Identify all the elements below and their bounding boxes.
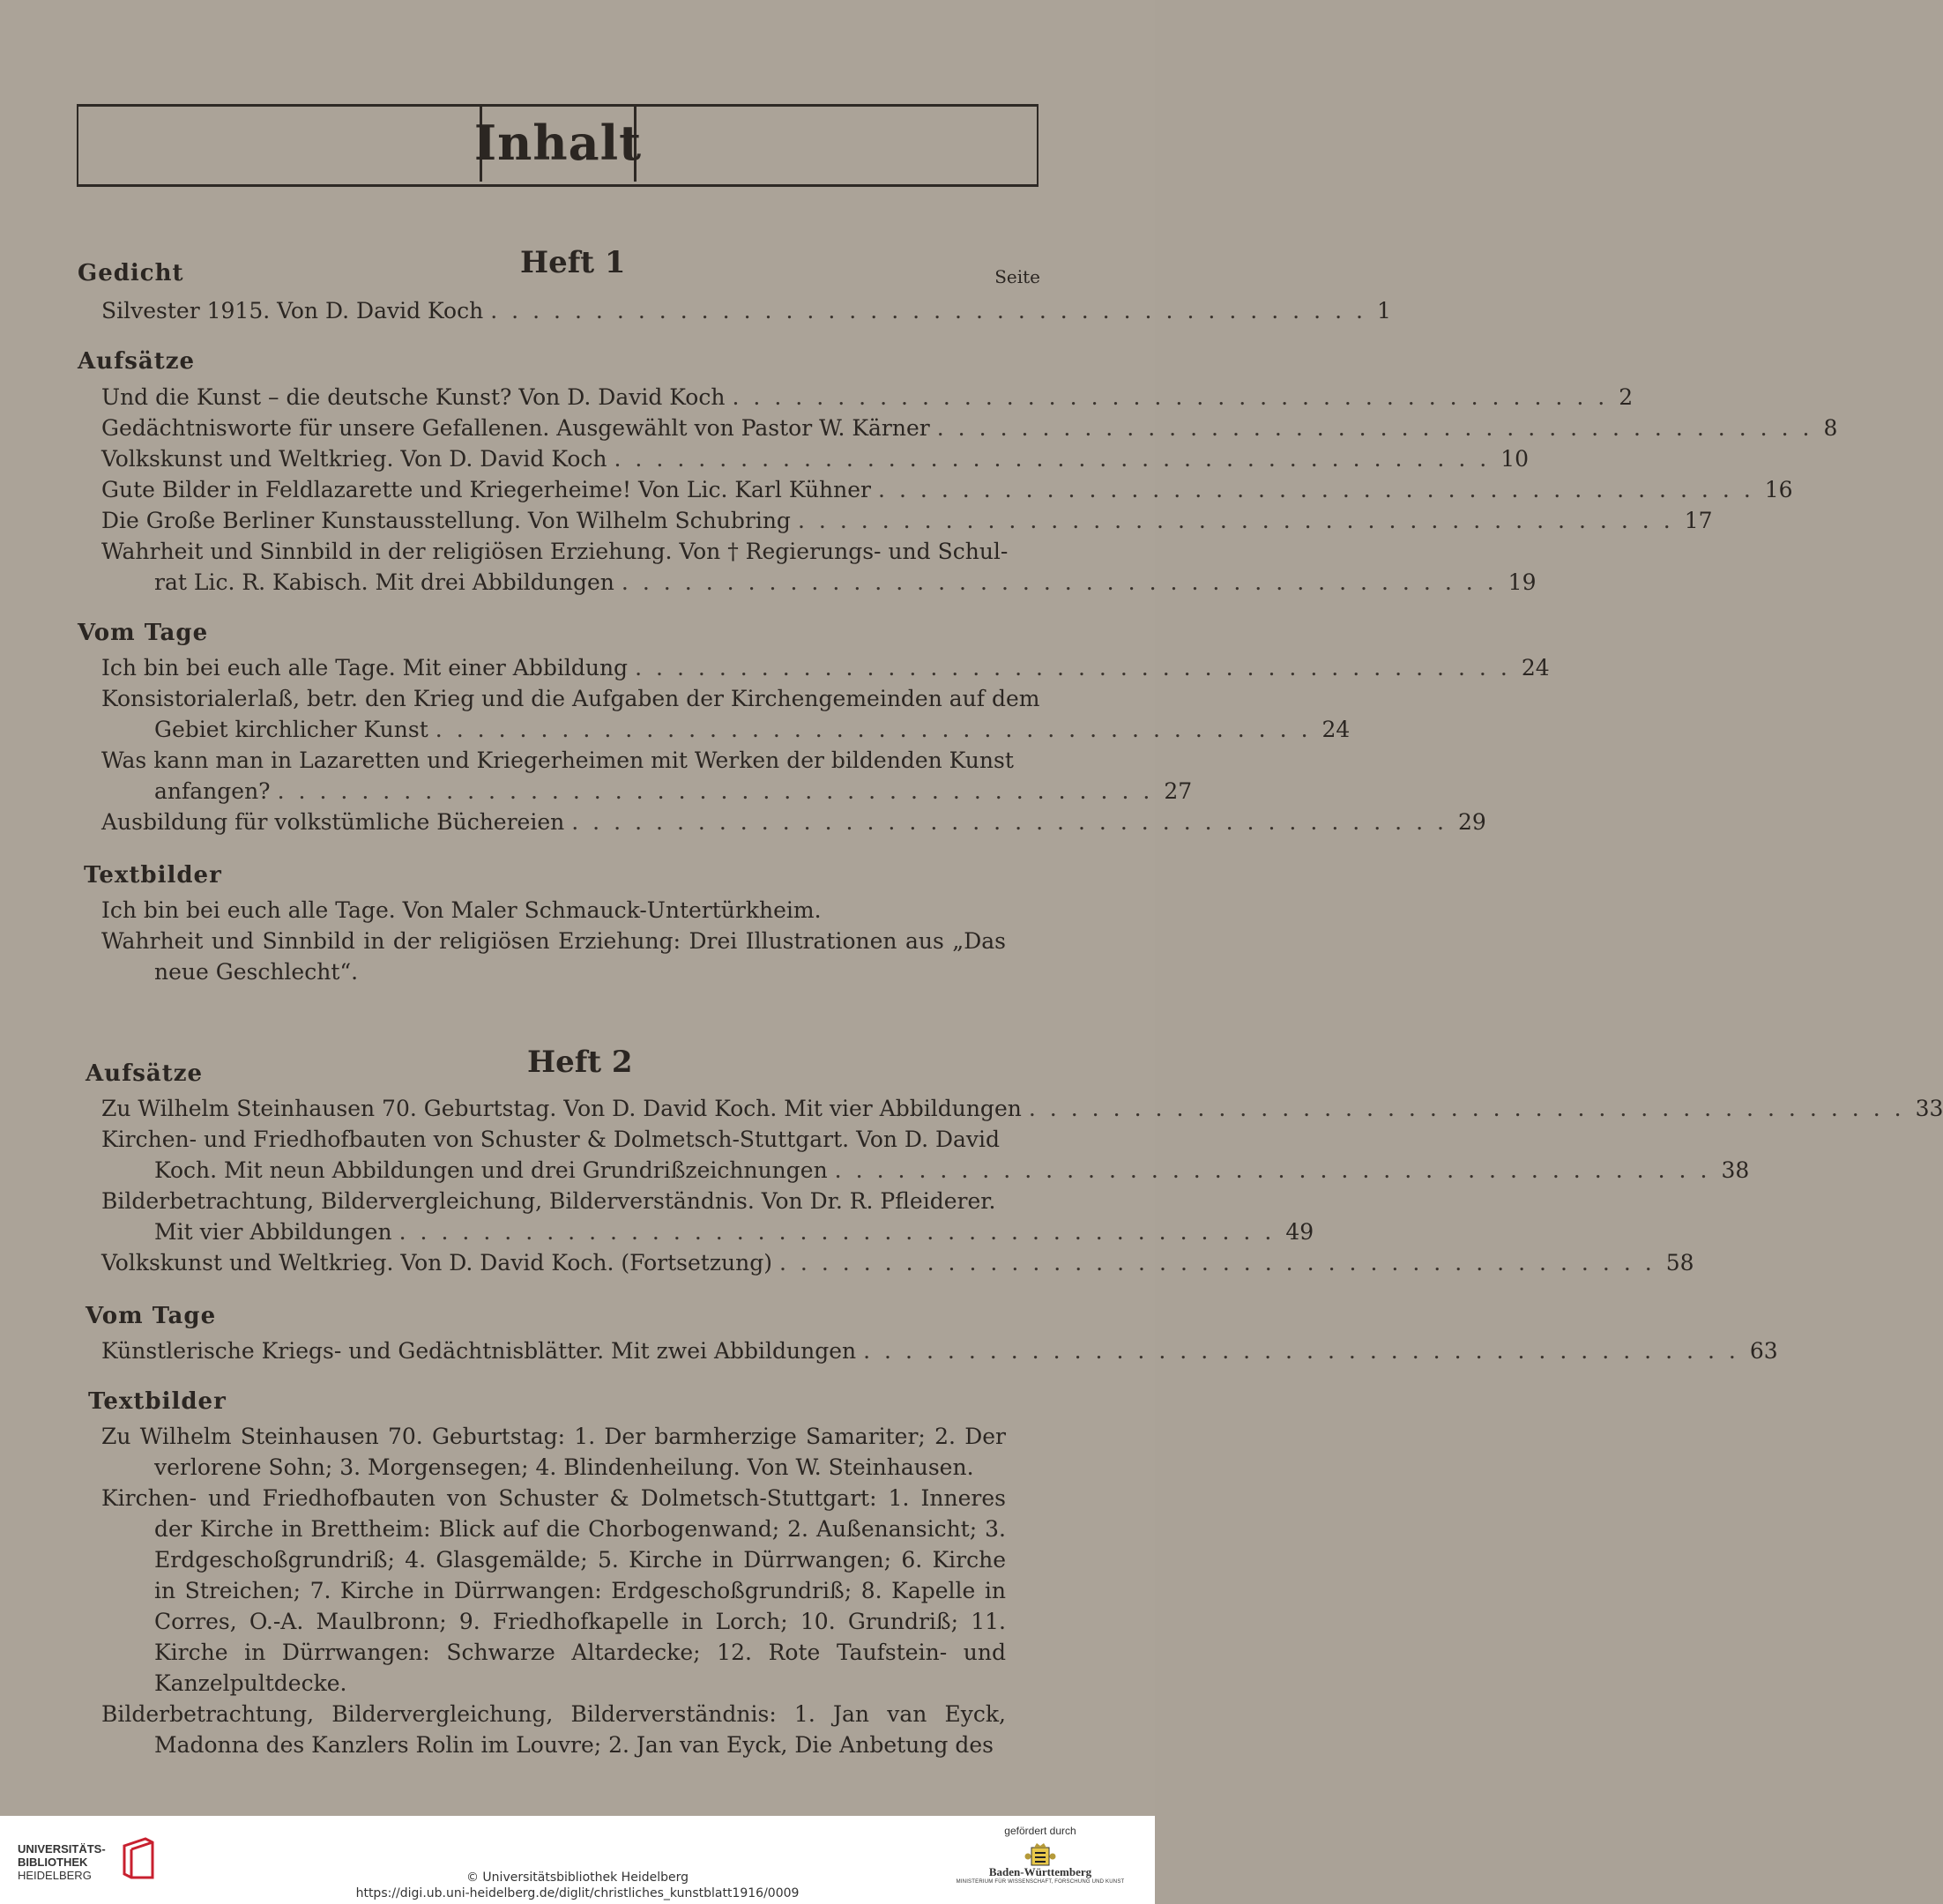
- entry-text: Künstlerische Kriegs- und Gedächtnisblätter. Mit zwei Abbildungen: [101, 1338, 857, 1364]
- section-textbilder: Textbilder: [84, 862, 222, 889]
- entry-text: Volkskunst und Weltkrieg. Von D. David Koch: [101, 446, 607, 472]
- bw-crest-icon: [1024, 1842, 1056, 1869]
- logo-text: HEIDELBERG: [18, 1869, 92, 1882]
- toc-entry: Konsistorialerlaß, betr. den Krieg und die Aufgaben der Kirchengemeinden auf dem Gebiet kirchlicher Kunst .......................................... 24: [101, 683, 1001, 745]
- seite-label: Seite: [994, 266, 1040, 287]
- entry-text: Volkskunst und Weltkrieg. Von D. David Koch. (Fortsetzung): [101, 1250, 772, 1276]
- textbilder-paragraph: Bilderbetrachtung, Bildervergleichung, Bilderverständnis: 1. Jan van Eyck, Madonna des Kanzlers Rolin im Louvre; 2. Jan van Eyck, Die Anbetung des: [101, 1701, 1006, 1758]
- toc-entry: Kirchen- und Friedhofbauten von Schuster & Dolmetsch-Stuttgart. Von D. David Koch. Mit neun Abbildungen und drei Grundrißzeichnungen .......................................... 38: [101, 1124, 1001, 1186]
- toc-entry: Silvester 1915. Von D. David Koch .......................................... 1: [101, 295, 1001, 326]
- textbilder-block: [101, 1421, 1006, 1760]
- entry-text: Gute Bilder in Feldlazarette und Kriegerheime! Von Lic. Karl Kühner: [101, 477, 871, 502]
- section-textbilder: Textbilder: [88, 1388, 227, 1415]
- toc-entry: Volkskunst und Weltkrieg. Von D. David Koch .......................................... 10: [101, 443, 1001, 474]
- entry-text: rat Lic. R. Kabisch. Mit drei Abbildungen: [154, 569, 614, 595]
- logo-text: UNIVERSITÄTS-: [18, 1842, 106, 1856]
- page-number: 19: [1508, 569, 1537, 595]
- page-number: 2: [1619, 384, 1634, 410]
- toc-entry: Volkskunst und Weltkrieg. Von D. David Koch. (Fortsetzung) .......................................... 58: [101, 1247, 1001, 1278]
- page-number: 49: [1285, 1219, 1314, 1245]
- toc-entry: Ich bin bei euch alle Tage. Mit einer Abbildung .......................................... 24: [101, 652, 1001, 683]
- textbilder-paragraph: Wahrheit und Sinnbild in der religiösen Erziehung: Drei Illustrationen aus „Das neue Geschlecht“.: [101, 928, 1006, 985]
- footer-bar: [0, 1816, 1155, 1904]
- entry-text: Ausbildung für volkstümliche Büchereien: [101, 809, 565, 835]
- toc-entry: Gedächtnisworte für unsere Gefallenen. Ausgewählt von Pastor W. Kärner .......................................... 8: [101, 413, 1001, 443]
- entry-text: Wahrheit und Sinnbild in der religiösen Erziehung. Von † Regierungs- und Schul-: [101, 539, 1009, 564]
- toc-entry: Zu Wilhelm Steinhausen 70. Geburtstag. Von D. David Koch. Mit vier Abbildungen .......................................... 33: [101, 1093, 1001, 1124]
- page-number: 38: [1721, 1157, 1750, 1183]
- page-number: 17: [1684, 508, 1713, 533]
- entry-text: Koch. Mit neun Abbildungen und drei Grundrißzeichnungen: [154, 1157, 828, 1183]
- entry-text: Gebiet kirchlicher Kunst: [154, 717, 428, 742]
- entry-text: Und die Kunst – die deutsche Kunst? Von D. David Koch: [101, 384, 726, 410]
- page-number: 24: [1321, 717, 1351, 742]
- heft-2-heading: Heft 2: [527, 1045, 633, 1080]
- toc-entry: Was kann man in Lazaretten und Kriegerheimen mit Werken der bildenden Kunst anfangen? .......................................... 27: [101, 745, 1001, 807]
- toc-entry: Gute Bilder in Feldlazarette und Kriegerheime! Von Lic. Karl Kühner .......................................... 16: [101, 474, 1001, 505]
- entry-text: anfangen?: [154, 778, 271, 804]
- title-cartouche: [473, 104, 643, 182]
- page-number: 24: [1521, 655, 1550, 681]
- entry-text: Mit vier Abbildungen: [154, 1219, 392, 1245]
- logo-text: BIBLIOTHEK: [18, 1856, 88, 1869]
- page-number: 8: [1823, 415, 1838, 441]
- entry-text: Was kann man in Lazaretten und Kriegerheimen mit Werken der bildenden Kunst: [101, 747, 1014, 773]
- page-title: Inhalt: [473, 115, 643, 171]
- section-vom-tage: Vom Tage: [86, 1303, 217, 1329]
- entry-text: Zu Wilhelm Steinhausen 70. Geburtstag. Von D. David Koch. Mit vier Abbildungen: [101, 1096, 1022, 1121]
- page-number: 63: [1749, 1338, 1778, 1364]
- section-aufsaetze: Aufsätze: [78, 348, 196, 375]
- entry-text: Kirchen- und Friedhofbauten von Schuster & Dolmetsch-Stuttgart. Von D. David: [101, 1127, 1001, 1152]
- toc-entry: Und die Kunst – die deutsche Kunst? Von D. David Koch .......................................... 2: [101, 382, 1001, 413]
- section-aufsaetze: Aufsätze: [86, 1060, 204, 1087]
- source-url-link[interactable]: https://digi.ub.uni-heidelberg.de/diglit/christliches_kunstblatt1916/0009: [355, 1886, 800, 1900]
- page-number: 16: [1764, 477, 1793, 502]
- entry-text: Gedächtnisworte für unsere Gefallenen. Ausgewählt von Pastor W. Kärner: [101, 415, 930, 441]
- funded-by-text: gefördert durch: [1004, 1825, 1076, 1837]
- toc-entry: Die Große Berliner Kunstausstellung. Von Wilhelm Schubring .......................................... 17: [101, 505, 1001, 536]
- page-number: 10: [1500, 446, 1530, 472]
- toc-entry: Künstlerische Kriegs- und Gedächtnisblätter. Mit zwei Abbildungen .......................................... 63: [101, 1335, 1001, 1366]
- page-number: 1: [1376, 298, 1391, 324]
- toc-entry: Wahrheit und Sinnbild in der religiösen Erziehung. Von † Regierungs- und Schul- rat Lic. R. Kabisch. Mit drei Abbildungen .......................................... 19: [101, 536, 1001, 598]
- funder-ministry: MINISTERIUM FÜR WISSENSCHAFT, FORSCHUNG UND KUNST: [956, 1879, 1125, 1885]
- section-vom-tage: Vom Tage: [78, 620, 209, 646]
- entry-text: Bilderbetrachtung, Bildervergleichung, Bilderverständnis. Von Dr. R. Pfleiderer.: [101, 1188, 996, 1214]
- copyright-text: © Universitätsbibliothek Heidelberg: [465, 1871, 689, 1885]
- entry-text: Konsistorialerlaß, betr. den Krieg und die Aufgaben der Kirchengemeinden auf dem: [101, 686, 1040, 711]
- page-number: 33: [1915, 1096, 1943, 1121]
- section-gedicht: Gedicht: [78, 260, 184, 286]
- funder-name: Baden-Württemberg: [988, 1865, 1092, 1878]
- toc-entry: Ausbildung für volkstümliche Büchereien .......................................... 29: [101, 807, 1001, 837]
- funder-logo: [952, 1825, 1128, 1885]
- page-number: 58: [1665, 1250, 1694, 1276]
- textbilder-paragraph: Ich bin bei euch alle Tage. Von Maler Schmauck-Untertürkheim.: [101, 897, 822, 923]
- textbilder-paragraph: Kirchen- und Friedhofbauten von Schuster & Dolmetsch-Stuttgart: 1. Inneres der Kirche in Brettheim: Blick auf die Chorbogenwand; 2. Außenansicht; 3. Erdgeschoßgrundriß; 4. Glasgemälde; 5. Kirche in Dürrwangen; 6. Kirche in Streichen; 7. Kirche in Dürrwangen: Erdgeschoßgrundriß; 8. Kapelle in Corres, O.-A. Maulbronn; 9. Friedhofkapelle in Lorch; 10. Grundriß; 11. Kirche in Dürrwangen: Schwarze Altardecke; 12. Rote Taufstein- und Kanzelpultdecke.: [101, 1485, 1006, 1696]
- toc-entry: Bilderbetrachtung, Bildervergleichung, Bilderverständnis. Von Dr. R. Pfleiderer. Mit vier Abbildungen .......................................... 49: [101, 1186, 1001, 1247]
- page-number: 29: [1458, 809, 1486, 835]
- textbilder-block: [101, 895, 1006, 987]
- heft-1-heading: Heft 1: [520, 245, 626, 280]
- entry-text: Die Große Berliner Kunstausstellung. Von Wilhelm Schubring: [101, 508, 791, 533]
- title-frame: [77, 104, 1038, 187]
- page-number: 27: [1164, 778, 1193, 804]
- entry-text: Silvester 1915. Von D. David Koch: [101, 298, 484, 324]
- entry-text: Ich bin bei euch alle Tage. Mit einer Abbildung: [101, 655, 629, 681]
- textbilder-paragraph: Zu Wilhelm Steinhausen 70. Geburtstag: 1. Der barmherzige Samariter; 2. Der verlorene Sohn; 3. Morgensegen; 4. Blindenheilung. Von W. Steinhausen.: [101, 1424, 1006, 1480]
